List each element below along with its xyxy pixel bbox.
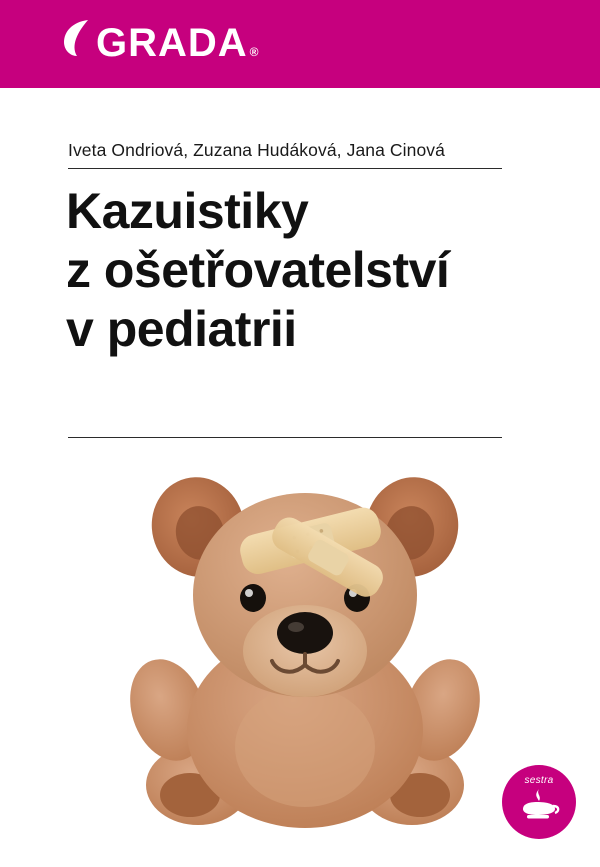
publisher-logo <box>62 18 259 63</box>
oil-lamp-icon <box>517 787 561 821</box>
divider-bottom <box>68 437 502 438</box>
publisher-name: GRADA <box>96 21 248 65</box>
series-badge <box>502 765 576 839</box>
book-title <box>66 182 526 359</box>
publisher-trademark: ® <box>249 45 259 59</box>
title-line-1: Kazuistiky <box>66 183 309 239</box>
grada-leaf-logo-icon <box>62 18 92 56</box>
title-line-2: z ošetřovatelství <box>66 242 450 298</box>
teddy-bear-with-bandage-photo <box>120 455 490 855</box>
divider-top <box>68 168 502 169</box>
title-line-3: v pediatrii <box>66 301 297 357</box>
publisher-band <box>0 0 600 88</box>
series-badge-label: sestra <box>524 775 554 786</box>
book-authors: Iveta Ondriová, Zuzana Hudáková, Jana Cinová <box>68 140 445 160</box>
